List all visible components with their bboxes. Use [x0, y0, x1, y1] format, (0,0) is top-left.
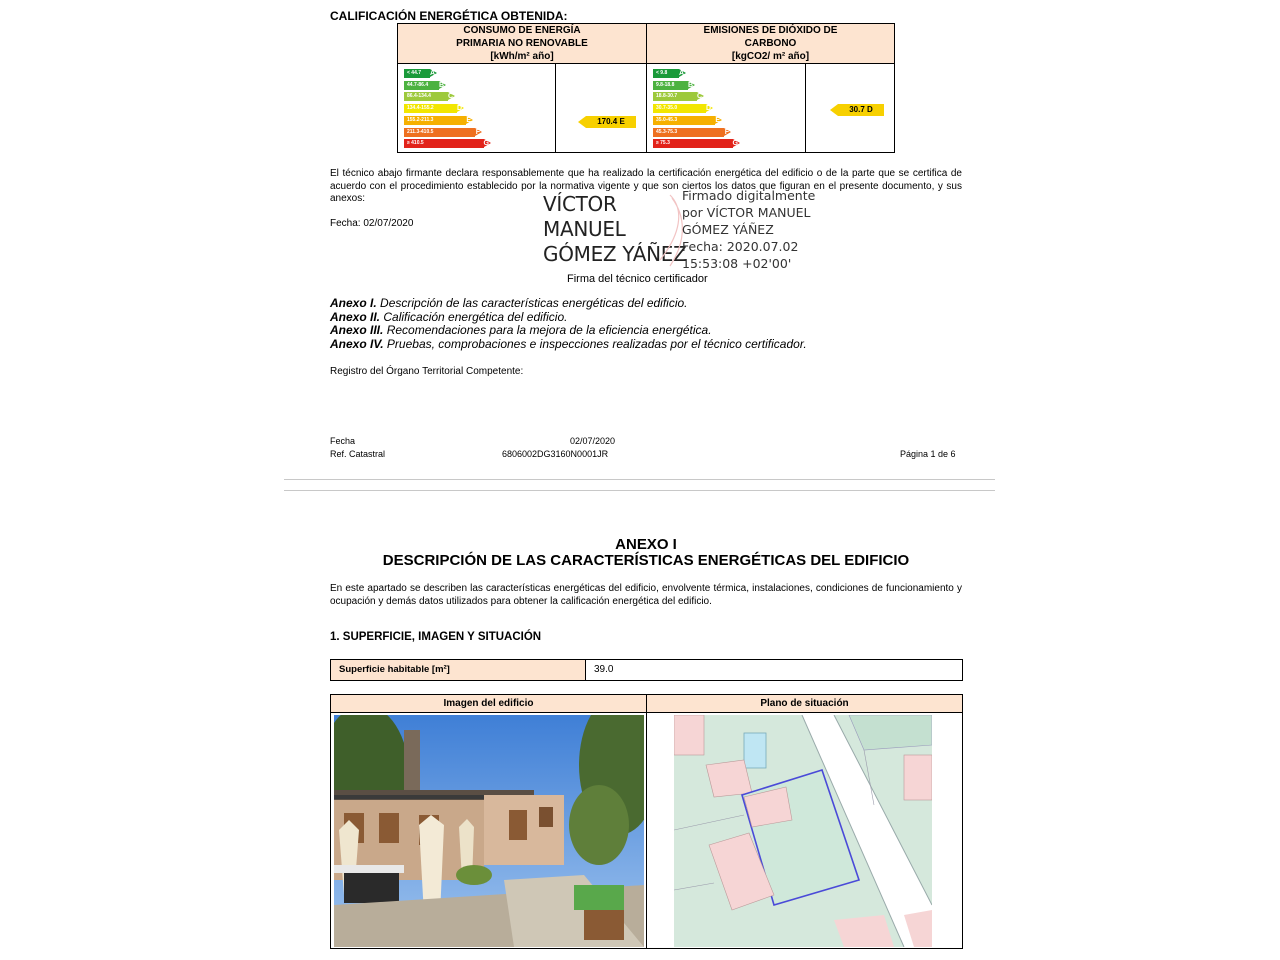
signature-name-line1: VÍCTOR	[543, 192, 617, 216]
superficie-value: 39.0	[594, 664, 614, 675]
consumo-header-line1: CONSUMO DE ENERGÍA	[463, 25, 581, 36]
image-table	[330, 694, 963, 949]
emisiones-value-arrow: 30.7 D	[838, 104, 884, 116]
footer-page: Página 1 de 6	[900, 449, 956, 459]
annex-list	[330, 297, 807, 351]
emisiones-scale-range: 18.8-30.7	[656, 93, 678, 100]
consumo-scale-bar-c	[404, 92, 453, 101]
consumo-header-line2: PRIMARIA NO RENOVABLE	[456, 38, 588, 49]
consumo-scale-box	[397, 63, 556, 153]
emisiones-scale-box	[646, 63, 806, 153]
consumo-scale-range: ≥ 410.5	[407, 140, 424, 147]
consumo-scale-bar-b	[404, 81, 444, 90]
emisiones-scale-bar-f	[653, 128, 729, 137]
consumo-scale-letter: A	[429, 70, 435, 77]
signature-info-line5: 15:53:08 +02'00'	[682, 256, 792, 271]
emisiones-scale-range: 45.3-75.3	[656, 128, 678, 135]
consumo-scale-letter: B	[438, 81, 444, 89]
signature-info-line1: Firmado digitalmente	[682, 188, 816, 203]
emisiones-scale-bar-c	[653, 92, 702, 101]
consumo-scale-letter: C	[447, 93, 453, 101]
emisiones-value-box	[805, 63, 895, 153]
emisiones-scale-letter: A	[678, 70, 684, 77]
consumo-scale-range: < 44.7	[407, 70, 422, 76]
consumo-scale-range: 44.7-86.4	[407, 81, 429, 88]
footer-fecha-label: Fecha	[330, 436, 356, 446]
emisiones-scale-letter: C	[696, 93, 702, 101]
page-divider-bottom	[284, 490, 995, 491]
emisiones-scale-bar-e	[653, 116, 720, 125]
consumo-value-arrow: 170.4 E	[586, 116, 636, 128]
emisiones-scale-bar-g	[653, 139, 738, 148]
annex-subtitle: DESCRIPCIÓN DE LAS CARACTERÍSTICAS ENERGÉTICAS DEL EDIFICIO	[382, 552, 910, 569]
emisiones-scale-letter: D	[705, 105, 711, 113]
page-divider-top	[284, 479, 995, 480]
consumo-scale-bar-f	[404, 128, 480, 137]
consumo-value-box	[555, 63, 647, 153]
superficie-table	[330, 659, 963, 681]
footer-ref-value: 6806002DG3160N0001JR	[502, 449, 609, 459]
emisiones-scale-range: 9.8-18.8	[656, 81, 675, 88]
superficie-label: Superficie habitable [m²]	[331, 660, 586, 680]
registro-label: Registro del Órgano Territorial Competente:	[330, 366, 524, 377]
emisiones-scale-bar-a	[653, 69, 684, 78]
consumo-scale-range: 134.4-155.2	[407, 105, 434, 112]
footer-fecha-value: 02/07/2020	[570, 436, 616, 446]
building-image-cell	[331, 695, 647, 948]
location-plan-header: Plano de situación	[647, 695, 962, 713]
footer-ref-label: Ref. Catastral	[330, 449, 386, 459]
emisiones-header-line1: EMISIONES DE DIÓXIDO DE	[703, 25, 838, 36]
consumo-scale-bar-g	[404, 139, 489, 148]
signature-info-line3: GÓMEZ YÁÑEZ	[682, 222, 774, 237]
building-photo	[334, 715, 644, 947]
annex-intro: En este apartado se describen las características energéticas del edificio, envolvente térmica, instalaciones, condiciones de funcionamiento y ocupación y demás datos utilizados para obtener la calificación energética del edificio.	[330, 583, 962, 607]
consumo-scale-letter: D	[456, 105, 462, 113]
signature-info	[682, 187, 815, 272]
consumo-scale-letter: F	[475, 128, 480, 136]
consumo-scale-bar-e	[404, 116, 471, 125]
emisiones-scale-letter: F	[724, 128, 729, 136]
signature-caption: Firma del técnico certificador	[567, 273, 708, 285]
emisiones-scale-letter: G	[732, 140, 738, 148]
annex-title: ANEXO I	[615, 536, 677, 553]
location-map	[674, 715, 932, 947]
emisiones-scale-letter: B	[687, 81, 693, 89]
consumo-header-units: [kWh/m² año]	[490, 51, 554, 62]
emisiones-scale-bar-b	[653, 81, 693, 90]
consumo-scale-bar-a	[404, 69, 435, 78]
signature-info-line4: Fecha: 2020.07.02	[682, 239, 799, 254]
building-image-header: Imagen del edificio	[331, 695, 646, 713]
signature-name-line3: GÓMEZ YÁÑEZ	[543, 242, 687, 266]
annex-item: Anexo IV. Pruebas, comprobaciones e inspecciones realizadas por el técnico certificador.	[330, 336, 807, 351]
location-plan-cell	[647, 695, 962, 948]
emisiones-header-line2: CARBONO	[744, 38, 797, 49]
emisiones-header-units: [kgCO2/ m² año]	[731, 51, 810, 62]
declaration-date: Fecha: 02/07/2020	[330, 218, 414, 229]
emisiones-scale-range: ≥ 75.3	[656, 140, 670, 147]
section-title: 1. SUPERFICIE, IMAGEN Y SITUACIÓN	[330, 631, 542, 643]
consumo-scale-bar-d	[404, 104, 462, 113]
emisiones-header	[646, 23, 895, 64]
signature-name-line2: MANUEL	[543, 217, 626, 241]
consumo-header	[397, 23, 647, 64]
emisiones-scale-letter: E	[715, 116, 720, 124]
consumo-scale-range: 86.4-134.4	[407, 93, 431, 100]
declaration-text: El técnico abajo firmante declara responsablemente que ha realizado la certificación energética del edificio o de la parte que se certifica de acuerdo con el procedimiento establecido por la normativa vigente y que son ciertos los datos que figuran en el presente documento, y sus anexos:	[330, 168, 962, 204]
signature-info-line2: por VÍCTOR MANUEL	[682, 205, 811, 220]
calificacion-title: CALIFICACIÓN ENERGÉTICA OBTENIDA:	[330, 9, 568, 23]
annex-item: Anexo II. Calificación energética del edificio.	[330, 309, 568, 324]
annex-item: Anexo I. Descripción de las características energéticas del edificio.	[330, 296, 688, 310]
emisiones-scale-bar-d	[653, 104, 711, 113]
annex-item: Anexo III. Recomendaciones para la mejora de la eficiencia energética.	[330, 323, 712, 337]
consumo-scale-range: 211.3-410.5	[407, 128, 434, 135]
consumo-scale-letter: G	[483, 140, 489, 148]
consumo-scale-range: 155.2-211.3	[407, 116, 434, 123]
consumo-scale-letter: E	[466, 116, 471, 124]
emisiones-scale-range: < 9.8	[656, 70, 668, 76]
emisiones-scale-range: 30.7-35.0	[656, 105, 678, 112]
emisiones-scale-range: 35.0-45.3	[656, 116, 678, 123]
